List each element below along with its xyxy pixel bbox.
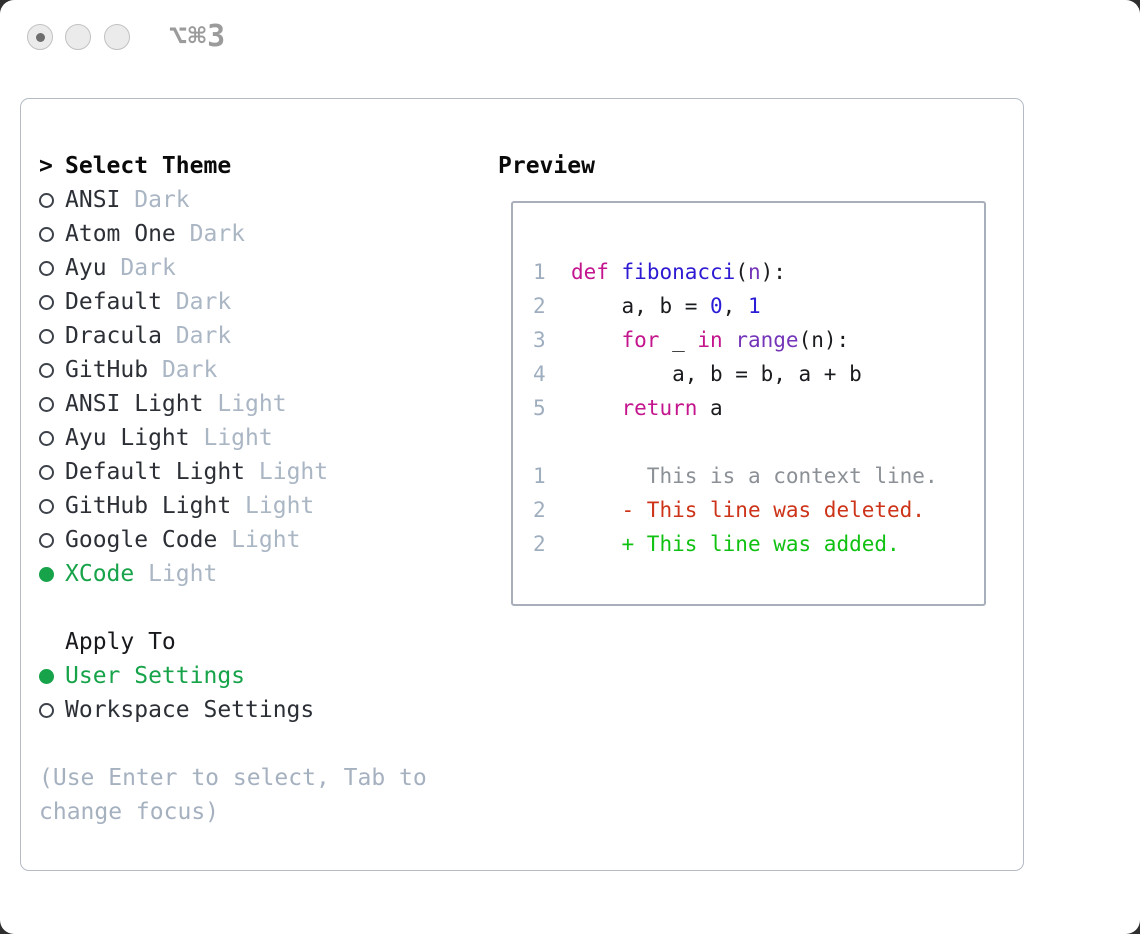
code-line [533,493,984,527]
theme-variant: Light [258,459,329,485]
preview-column [498,149,986,606]
code-token-nu: 1 [747,294,761,318]
radio-selected-icon [39,669,54,684]
theme-name: Default [65,289,162,315]
radio-unselected-icon [39,261,54,276]
marker-cell [39,465,65,480]
theme-variant: Light [148,561,218,587]
radio-unselected-icon [39,295,54,310]
code-line [533,459,984,493]
marker-cell [39,499,65,514]
theme-name: Google Code [65,527,218,553]
theme-option[interactable] [39,489,479,523]
marker-cell [39,533,65,548]
theme-option-label [65,557,217,591]
code-line [533,255,984,289]
keyboard-shortcut-label: ⌥⌘3 [169,19,227,54]
apply-to-header [39,625,479,659]
theme-option[interactable] [39,319,479,353]
theme-variant: Dark [175,289,232,315]
code-token-kw: for [621,328,660,352]
marker-cell [39,397,65,412]
line-number: 2 [533,532,571,556]
preview-header [498,149,986,183]
zoom-button[interactable] [104,24,130,50]
marker-cell [39,703,65,718]
theme-variant: Light [231,527,301,553]
radio-unselected-icon [39,363,54,378]
theme-option-label [65,251,176,285]
theme-options-list [39,183,479,591]
spacer [39,591,479,625]
minimize-button[interactable] [65,24,91,50]
theme-option[interactable] [39,557,479,591]
hint-line: change focus) [39,799,220,825]
code-token-pl: (n): [798,328,850,352]
code-token-kw: in [697,328,723,352]
code-token-pl: , [722,294,748,318]
theme-variant: Dark [120,255,176,281]
apply-to-title: Apply To [65,629,176,655]
theme-picker-panel [20,98,1024,871]
code-preview [513,203,984,561]
radio-unselected-icon [39,329,54,344]
code-token-pl [723,328,736,352]
theme-name: Default Light [65,459,246,485]
code-token-pl: a [697,396,723,420]
marker-cell [39,261,65,276]
theme-option-label [65,455,328,489]
selection-cursor-icon: > [39,153,53,179]
marker-cell [39,329,65,344]
theme-variant: Light [203,425,273,451]
code-token-del: - This line was deleted. [570,498,925,522]
code-token-pm: n [747,260,761,284]
hint-line: (Use Enter to select, Tab to [39,765,427,791]
code-token-kw: return [621,396,698,420]
select-theme-title: Select Theme [65,153,232,179]
marker-cell [39,669,65,684]
theme-option[interactable] [39,353,479,387]
code-line [533,391,984,425]
marker-cell [39,431,65,446]
theme-name: GitHub Light [65,493,232,519]
theme-name: ANSI [65,187,121,213]
theme-option[interactable] [39,387,479,421]
theme-option-label [65,421,273,455]
code-token-pl: a, b = [570,294,711,318]
apply-option[interactable] [39,659,479,693]
code-line [533,289,984,323]
theme-option[interactable] [39,455,479,489]
code-line [533,323,984,357]
active-window-dot-icon [36,33,45,42]
code-token-kw: def [570,260,609,284]
marker-cell [39,363,65,378]
code-token-pl [571,396,622,420]
preview-title: Preview [498,153,595,179]
code-line [533,425,984,459]
code-token-add: + This line was added. [570,532,900,556]
theme-option-label [65,387,287,421]
theme-name: Atom One [65,221,176,247]
theme-name: GitHub [65,357,149,383]
apply-option-label: User Settings [65,663,246,689]
theme-option-label [65,285,231,319]
line-number: 1 [533,464,571,488]
radio-unselected-icon [39,193,54,208]
theme-variant: Dark [161,357,218,383]
preview-pane [511,201,986,606]
theme-option[interactable] [39,523,479,557]
code-token-bi: range [735,328,799,352]
hint-text [39,761,479,829]
code-token-pl [571,328,622,352]
titlebar [0,0,1140,74]
radio-selected-icon [39,567,54,582]
radio-unselected-icon [39,703,54,718]
code-token-fn: fibonacci [621,260,736,284]
code-token-pl: ): [760,260,786,284]
line-number: 2 [533,498,571,522]
theme-name: Ayu [65,255,107,281]
theme-option-label [65,489,314,523]
radio-unselected-icon [39,397,54,412]
line-number: 4 [533,362,571,386]
code-token-ctx: This is a context line. [570,464,938,488]
theme-variant: Light [245,493,315,519]
spacer [39,727,479,761]
theme-variant: Light [217,391,287,417]
theme-option[interactable] [39,217,479,251]
theme-name: ANSI Light [65,391,204,417]
radio-unselected-icon [39,533,54,548]
theme-option-label [65,319,231,353]
radio-unselected-icon [39,227,54,242]
theme-option[interactable] [39,183,479,217]
theme-name: XCode [65,561,135,587]
marker-cell [39,567,65,582]
theme-variant: Dark [134,187,190,213]
theme-option[interactable] [39,421,479,455]
apply-option[interactable] [39,693,479,727]
line-number: 3 [533,328,571,352]
select-theme-header [39,149,479,183]
marker-cell [39,193,65,208]
theme-name: Dracula [65,323,162,349]
radio-unselected-icon [39,431,54,446]
line-number: 5 [533,396,571,420]
marker-cell [39,295,65,310]
apply-to-options-list [39,659,479,727]
code-token-pl: _ [659,328,698,352]
code-token-pl: ( [735,260,748,284]
marker-cell [39,227,65,242]
theme-name: Ayu Light [65,425,190,451]
theme-option[interactable] [39,285,479,319]
code-line [533,357,984,391]
radio-unselected-icon [39,465,54,480]
line-number: 2 [533,294,571,318]
apply-option-label: Workspace Settings [65,697,315,723]
theme-option-label [65,183,190,217]
radio-unselected-icon [39,499,54,514]
code-token-pl [609,260,622,284]
theme-option-label [65,217,245,251]
theme-option-label [65,353,217,387]
theme-list-column [39,149,479,829]
code-token-nu: 0 [710,294,723,318]
theme-variant: Dark [189,221,246,247]
close-button[interactable] [27,24,53,50]
line-number: 1 [533,260,571,284]
theme-option[interactable] [39,251,479,285]
theme-option-label [65,523,300,557]
theme-variant: Dark [175,323,232,349]
code-token-pl: a, b = b, a + b [570,362,862,386]
code-line [533,527,984,561]
